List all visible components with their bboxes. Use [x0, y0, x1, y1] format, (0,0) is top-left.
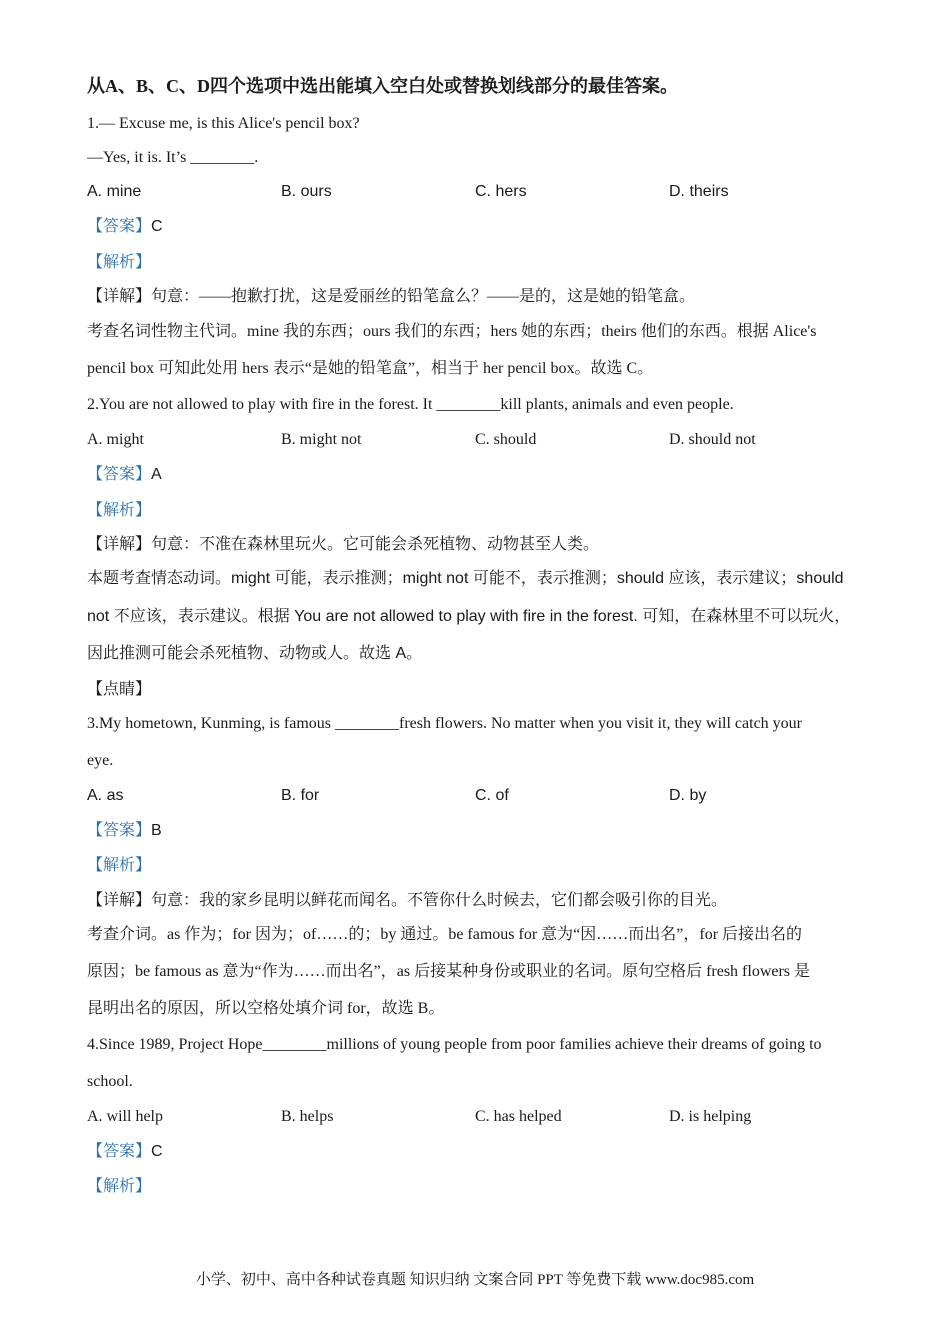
q1-detail	[87, 287, 695, 307]
q2-highlight-label: 【点睛】	[87, 681, 152, 698]
q3-explain-line3: 昆明出名的原因，所以空格处填介词 for，故选 B。	[87, 1000, 445, 1017]
q1-option-d: D. theirs	[669, 183, 729, 200]
answer-label: 【答案】	[87, 1143, 152, 1160]
detail-label: 【详解】	[87, 288, 152, 305]
q2-explain-line1: 本题考查情态动词。might 可能，表示推测；might not 可能不，表示推测；should 应该，表示建议；should	[87, 570, 844, 587]
q2-explain-line3: 因此推测可能会杀死植物、动物或人。故选 A。	[87, 645, 423, 662]
q3-stem-line1: 3.My hometown, Kunming, is famous ________fresh flowers. No matter when you visit it, they will catch your	[87, 715, 803, 732]
q4-answer-value: C	[151, 1143, 163, 1160]
q1-analysis-label: 【解析】	[87, 254, 152, 271]
q2-option-d: D. should not	[669, 431, 756, 448]
section-heading: 从A、B、C、D四个选项中选出能填入空白处或替换划线部分的最佳答案。	[87, 76, 678, 96]
q3-option-d: D. by	[669, 787, 707, 804]
q4-option-d: D. is helping	[669, 1108, 752, 1125]
answer-label: 【答案】	[87, 218, 152, 235]
q4-option-c: C. has helped	[475, 1108, 562, 1125]
detail-label: 【详解】	[87, 536, 152, 553]
q3-answer	[87, 821, 162, 841]
q1-option-c: C. hers	[475, 183, 527, 200]
q3-explain-line1: 考查介词。as 作为；for 因为；of……的；by 通过。be famous for 意为“因……而出名”，for 后接出名的	[87, 926, 803, 943]
q3-answer-value: B	[151, 822, 162, 839]
q3-option-c: C. of	[475, 787, 509, 804]
q4-stem-line2: school.	[87, 1073, 133, 1090]
q2-option-a: A. might	[87, 431, 144, 448]
q2-stem-line1: 2.You are not allowed to play with fire in the forest. It ________kill plants, animals and even people.	[87, 396, 734, 413]
q1-option-b: B. ours	[281, 183, 332, 200]
q1-answer	[87, 217, 163, 237]
q2-option-c: C. should	[475, 431, 537, 448]
detail-label: 【详解】	[87, 892, 152, 909]
q2-detail	[87, 535, 599, 555]
q2-answer	[87, 465, 162, 485]
q3-stem-line2: eye.	[87, 752, 114, 769]
q4-answer	[87, 1142, 163, 1162]
q1-detail-text: 句意：——抱歉打扰，这是爱丽丝的铅笔盒么？——是的，这是她的铅笔盒。	[151, 288, 696, 305]
q3-detail-text: 句意：我的家乡昆明以鲜花而闻名。不管你什么时候去，它们都会吸引你的目光。	[151, 892, 728, 909]
q3-option-b: B. for	[281, 787, 320, 804]
answer-label: 【答案】	[87, 466, 152, 483]
answer-label: 【答案】	[87, 822, 152, 839]
q4-option-b: B. helps	[281, 1108, 334, 1125]
q1-explain-line2: pencil box 可知此处用 hers 表示“是她的铅笔盒”，相当于 her pencil box。故选 C。	[87, 360, 654, 377]
q1-option-a: A. mine	[87, 183, 142, 200]
q3-detail	[87, 891, 727, 911]
q2-option-b: B. might not	[281, 431, 362, 448]
q1-answer-value: C	[151, 218, 163, 235]
q2-analysis-label: 【解析】	[87, 502, 152, 519]
q1-stem-line2: —Yes, it is. It’s ________.	[87, 149, 259, 166]
q4-analysis-label: 【解析】	[87, 1178, 152, 1195]
q2-detail-text: 句意：不准在森林里玩火。它可能会杀死植物、动物甚至人类。	[151, 536, 600, 553]
q1-explain-line1: 考查名词性物主代词。mine 我的东西；ours 我们的东西；hers 她的东西；theirs 他们的东西。根据 Alice's	[87, 323, 817, 340]
q1-stem-line1: 1.— Excuse me, is this Alice's pencil box?	[87, 115, 360, 132]
q3-option-a: A. as	[87, 787, 124, 804]
q4-stem-line1: 4.Since 1989, Project Hope________millions of young people from poor families achieve their dreams of going to	[87, 1036, 822, 1053]
q3-explain-line2: 原因；be famous as 意为“作为……而出名”，as 后接某种身份或职业的名词。原句空格后 fresh flowers 是	[87, 963, 811, 980]
page-footer: 小学、初中、高中各种试卷真题 知识归纳 文案合同 PPT 等免费下载 www.doc985.com	[195, 1272, 755, 1288]
q2-explain-line2: not 不应该，表示建议。根据 You are not allowed to play with fire in the forest. 可知，在森林里不可以玩火，	[87, 608, 851, 625]
q3-analysis-label: 【解析】	[87, 857, 152, 874]
q4-option-a: A. will help	[87, 1108, 163, 1125]
q2-answer-value: A	[151, 466, 162, 483]
